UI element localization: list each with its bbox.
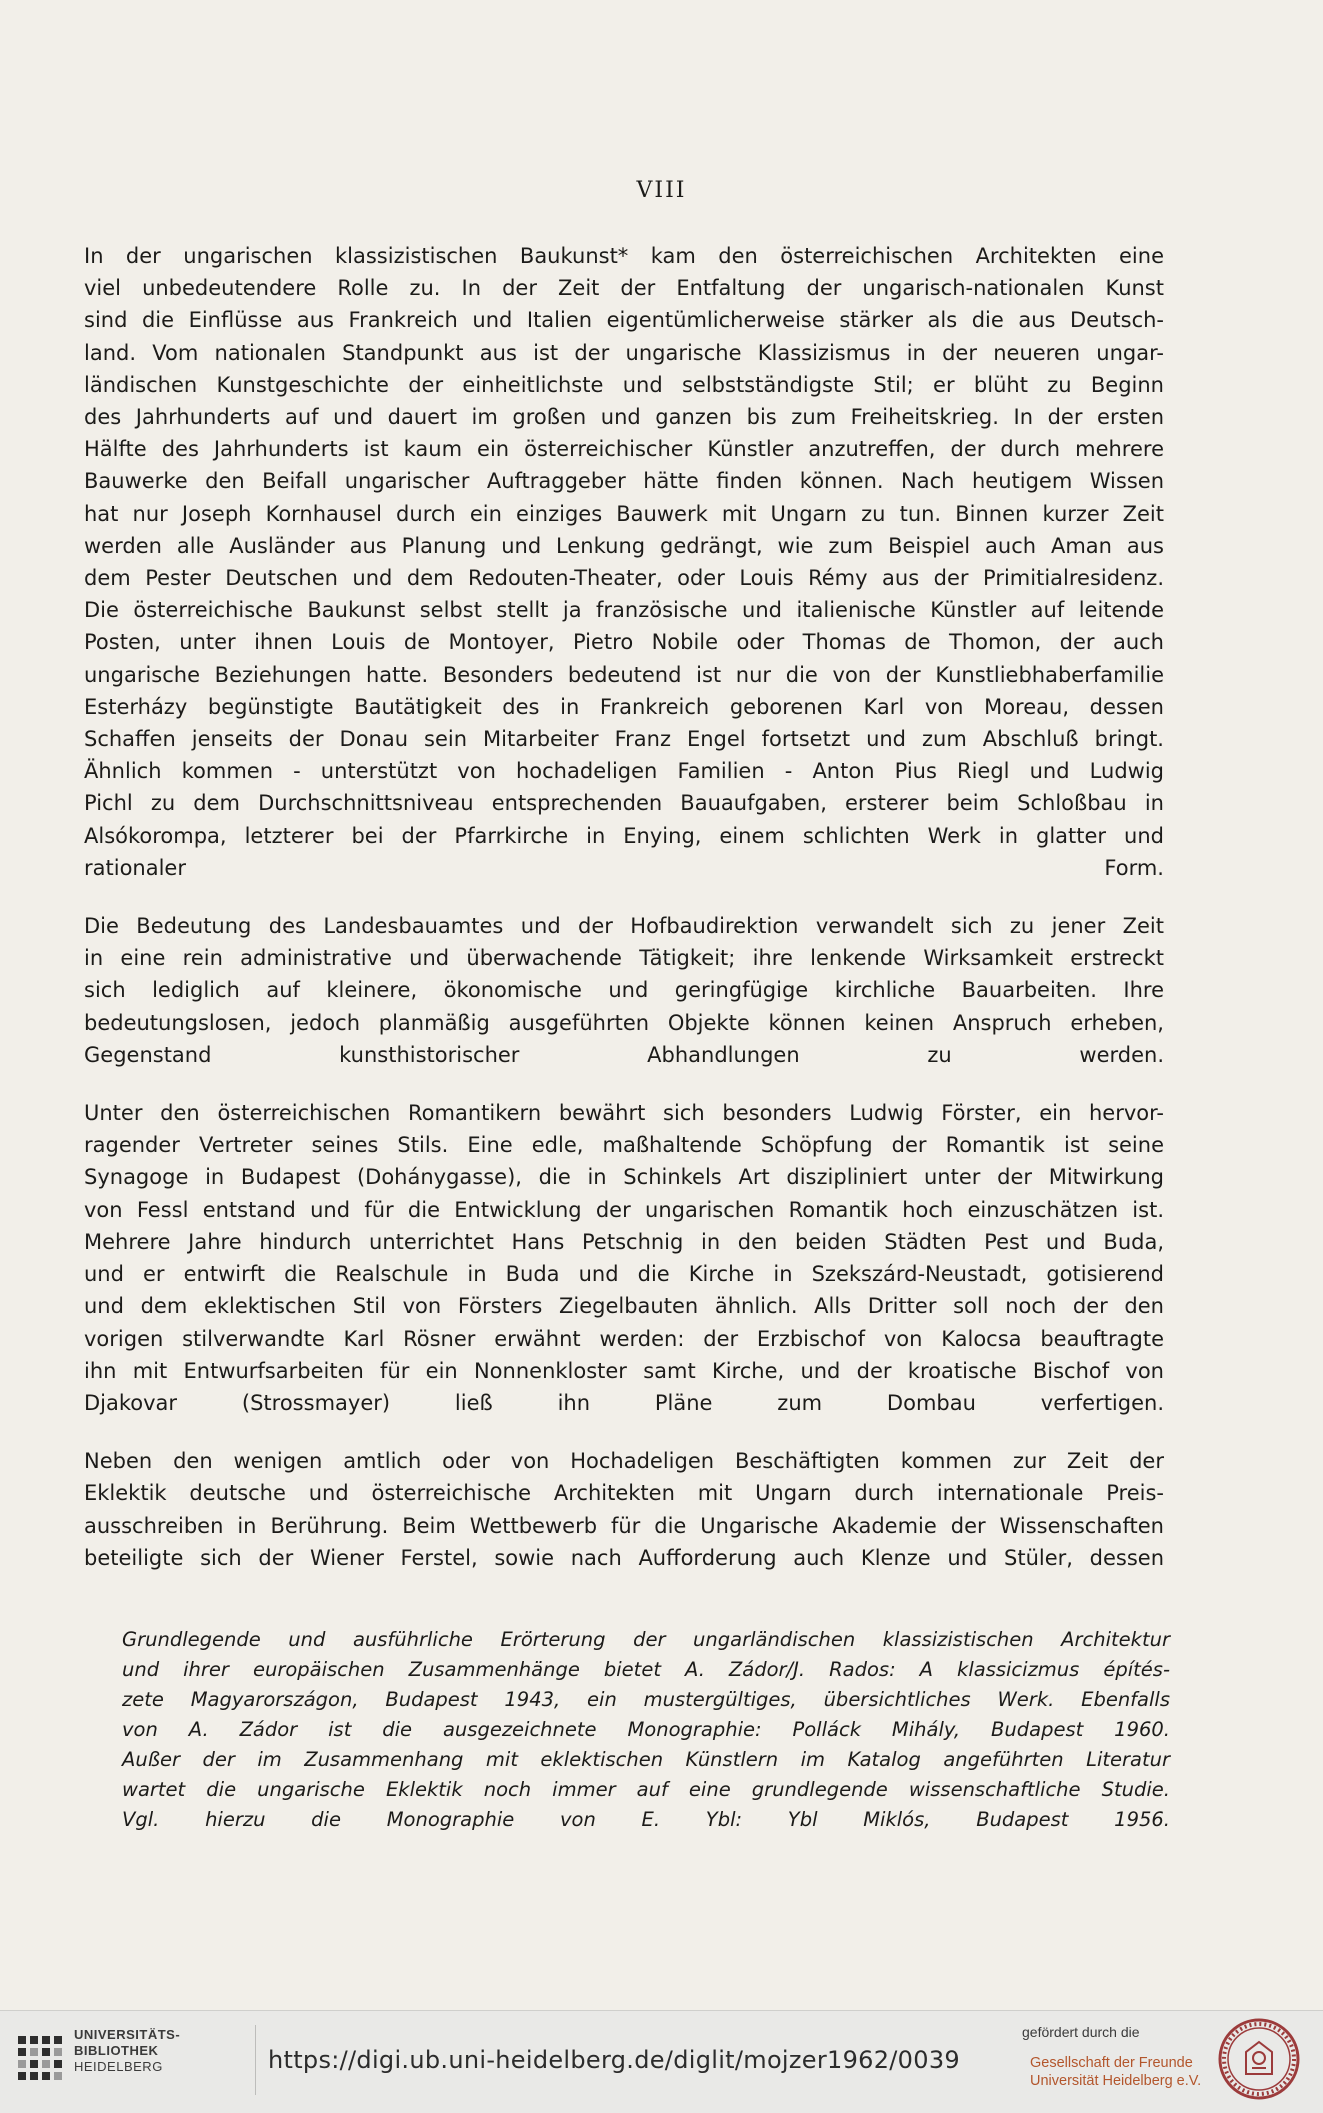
- library-logo-icon: [14, 2030, 66, 2090]
- library-name-line-1: UNIVERSITÄTS-: [74, 2027, 181, 2042]
- sponsor-label: gefördert durch die: [1022, 2024, 1140, 2040]
- library-name-line-2: BIBLIOTHEK: [74, 2043, 159, 2058]
- text-line: ragender Vertreter seines Stils. Eine edle, maßhaltende Schöpfung der Romantik ist seine: [84, 1133, 1164, 1158]
- text-line: Synagoge in Budapest (Dohánygasse), die in Schinkels Art diszipliniert unter der Mitwirkung: [84, 1165, 1164, 1190]
- text-line: sind die Einflüsse aus Frankreich und Italien eigentümlicherweise stärker als die aus Deutsch-: [84, 308, 1164, 333]
- text-line: beteiligte sich der Wiener Ferstel, sowie nach Aufforderung auch Klenze und Stüler, dessen: [84, 1545, 1164, 1570]
- text-line: Mehrere Jahre hindurch unterrichtet Hans Petschnig in den beiden Städten Pest und Buda,: [84, 1229, 1164, 1254]
- text-line: Esterházy begünstigte Bautätigkeit des in Frankreich geborenen Karl von Moreau, dessen: [84, 694, 1164, 719]
- text-line: viel unbedeutendere Rolle zu. In der Zeit der Entfaltung der ungarisch-nationalen Kunst: [84, 276, 1164, 301]
- text-line: von Fessl entstand und für die Entwicklung der ungarischen Romantik hoch einzuschätzen ist.: [84, 1197, 1164, 1222]
- text-line: ihn mit Entwurfsarbeiten für ein Nonnenkloster samt Kirche, und der kroatische Bischof von: [84, 1358, 1164, 1383]
- text-line: sich lediglich auf kleinere, ökonomische und geringfügige kirchliche Bauarbeiten. Ihre: [84, 978, 1164, 1003]
- sponsor-name-line-2: Universität Heidelberg e.V.: [1030, 2073, 1202, 2089]
- text-line: rationaler Form.: [84, 855, 1164, 880]
- footnote: [122, 1625, 1170, 1835]
- text-line: werden alle Ausländer aus Planung und Lenkung gedrängt, wie zum Beispiel auch Aman aus: [84, 533, 1164, 558]
- text-line: ländischen Kunstgeschichte der einheitlichste und selbstständigste Stil; er blüht zu Beginn: [84, 372, 1164, 397]
- paragraph-1: [84, 240, 1164, 884]
- paragraph-4: [84, 1445, 1164, 1574]
- footnote-line: wartet die ungarische Eklektik noch immer auf eine grundlegende wissenschaftliche Studie.: [122, 1778, 1170, 1801]
- text-line: Gegenstand kunsthistorischer Abhandlungen zu werden.: [84, 1042, 1164, 1067]
- text-line: Ähnlich kommen - unterstützt von hochadeligen Familien - Anton Pius Riegl und Ludwig: [84, 759, 1164, 784]
- footnote-line: Außer der im Zusammenhang mit eklektischen Künstlern im Katalog angeführten Literatur: [122, 1748, 1170, 1771]
- text-line: Posten, unter ihnen Louis de Montoyer, Pietro Nobile oder Thomas de Thomon, der auch: [84, 630, 1164, 655]
- sponsor-name: [1030, 2054, 1201, 2090]
- text-line: Die Bedeutung des Landesbauamtes und der Hofbaudirektion verwandelt sich zu jener Zeit: [84, 914, 1164, 939]
- text-line: Hälfte des Jahrhunderts ist kaum ein österreichischer Künstler anzutreffen, der durch mehrere: [84, 437, 1164, 462]
- footnote-line: und ihrer europäischen Zusammenhänge bietet A. Zádor/J. Rados: A klassicizmus építés-: [122, 1658, 1170, 1681]
- page-number: VIII: [636, 178, 687, 203]
- text-line: Schaffen jenseits der Donau sein Mitarbeiter Franz Engel fortsetzt und zum Abschluß bringt.: [84, 727, 1164, 752]
- library-name-line-3: HEIDELBERG: [74, 2059, 163, 2074]
- text-line: bedeutungslosen, jedoch planmäßig ausgeführten Objekte können keinen Anspruch erheben,: [84, 1010, 1164, 1035]
- text-line: Bauwerke den Beifall ungarischer Auftraggeber hätte finden können. Nach heutigem Wissen: [84, 469, 1164, 494]
- footer-divider: [255, 2025, 256, 2095]
- university-seal-icon: [1218, 2018, 1300, 2100]
- text-line: Pichl zu dem Durchschnittsniveau entsprechenden Bauaufgaben, ersterer beim Schloßbau in: [84, 791, 1164, 816]
- text-line: und dem eklektischen Stil von Försters Ziegelbauten ähnlich. Alls Dritter soll noch der den: [84, 1294, 1164, 1319]
- text-line: Neben den wenigen amtlich oder von Hochadeligen Beschäftigten kommen zur Zeit der: [84, 1449, 1164, 1474]
- footnote-line: Vgl. hierzu die Monographie von E. Ybl: Ybl Miklós, Budapest 1956.: [122, 1808, 1170, 1831]
- text-line: Unter den österreichischen Romantikern bewährt sich besonders Ludwig Förster, ein hervor-: [84, 1101, 1164, 1126]
- text-line: und er entwirft die Realschule in Buda und die Kirche in Szekszárd-Neustadt, gotisierend: [84, 1262, 1164, 1287]
- text-line: des Jahrhunderts auf und dauert im großen und ganzen bis zum Freiheitskrieg. In der ersten: [84, 405, 1164, 430]
- text-line: land. Vom nationalen Standpunkt aus ist der ungarische Klassizismus in der neueren ungar-: [84, 340, 1164, 365]
- text-line: In der ungarischen klassizistischen Baukunst* kam den österreichischen Architekten eine: [84, 244, 1164, 268]
- text-line: ausschreiben in Berührung. Beim Wettbewerb für die Ungarische Akademie der Wissenschaften: [84, 1513, 1164, 1538]
- footnote-line: Grundlegende und ausführliche Erörterung der ungarländischen klassizistischen Architektur: [122, 1628, 1170, 1651]
- footnote-line: von A. Zádor ist die ausgezeichnete Monographie: Polláck Mihály, Budapest 1960.: [122, 1718, 1170, 1741]
- text-line: ungarische Beziehungen hatte. Besonders bedeutend ist nur die von der Kunstliebhaberfamilie: [84, 662, 1164, 687]
- sponsor-name-line-1: Gesellschaft der Freunde: [1030, 2055, 1193, 2071]
- paragraph-3: [84, 1097, 1164, 1419]
- text-line: Alsókorompa, letzterer bei der Pfarrkirche in Enying, einem schlichten Werk in glatter und: [84, 823, 1164, 848]
- footnote-line: zete Magyarországon, Budapest 1943, ein mustergültiges, übersichtliches Werk. Ebenfalls: [122, 1688, 1170, 1711]
- body-text: [84, 240, 1164, 1600]
- text-line: Die österreichische Baukunst selbst stellt ja französische und italienische Künstler auf leitende: [84, 598, 1164, 623]
- text-line: hat nur Joseph Kornhausel durch ein einziges Bauwerk mit Ungarn zu tun. Binnen kurzer Zeit: [84, 501, 1164, 526]
- text-line: dem Pester Deutschen und dem Redouten-Theater, oder Louis Rémy aus der Primitialresidenz.: [84, 566, 1164, 591]
- text-line: Eklektik deutsche und österreichische Architekten mit Ungarn durch internationale Preis-: [84, 1481, 1164, 1506]
- paragraph-2: [84, 910, 1164, 1071]
- permalink-url[interactable]: https://digi.ub.uni-heidelberg.de/diglit/mojzer1962/0039: [268, 2046, 960, 2074]
- text-line: Djakovar (Strossmayer) ließ ihn Pläne zum Dombau verfertigen.: [84, 1390, 1164, 1415]
- text-line: vorigen stilverwandte Karl Rösner erwähnt werden: der Erzbischof von Kalocsa beauftragte: [84, 1326, 1164, 1351]
- text-line: in eine rein administrative und überwachende Tätigkeit; ihre lenkende Wirksamkeit erstreckt: [84, 946, 1164, 971]
- library-name: [74, 2027, 180, 2075]
